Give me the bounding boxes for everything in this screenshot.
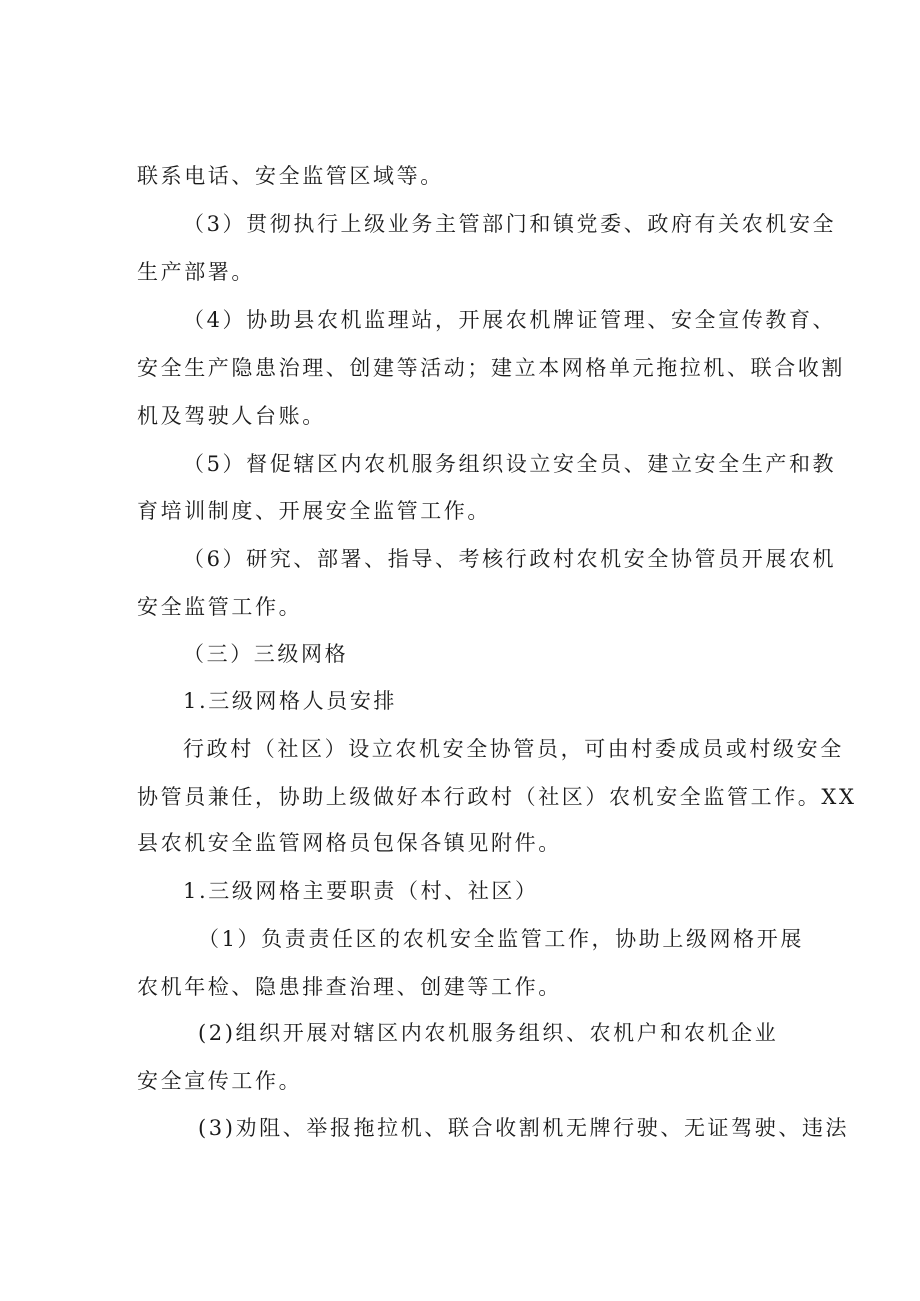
text-line: （6）研究、部署、指导、考核行政村农机安全协管员开展农机 (183, 547, 837, 571)
text-line: 安全监管工作。 (137, 595, 303, 619)
text-line: （3）贯彻执行上级业务主管部门和镇党委、政府有关农机安全 (183, 212, 837, 236)
text-line: (2)组织开展对辖区内农机服务组织、农机户和农机企业 (198, 1021, 779, 1045)
text-line: 育培训制度、开展安全监管工作。 (137, 499, 491, 523)
subsection-heading: 1.三级网格主要职责（村、社区） (183, 879, 539, 903)
text-line: 机及驾驶人台账。 (137, 404, 326, 428)
section-heading: （三）三级网格 (183, 642, 349, 666)
text-line: (3)劝阻、举报拖拉机、联合收割机无牌行驶、无证驾驶、违法 (198, 1116, 850, 1140)
text-line: 生产部署。 (137, 260, 255, 284)
text-line: 安全宣传工作。 (137, 1069, 303, 1093)
text-line: （1）负责责任区的农机安全监管工作，协助上级网格开展 (198, 927, 804, 951)
text-line: 行政村（社区）设立农机安全协管员，可由村委成员或村级安全 (183, 737, 844, 761)
text-line: （4）协助县农机监理站，开展农机牌证管理、安全宣传教育、 (183, 308, 837, 332)
subsection-heading: 1.三级网格人员安排 (183, 689, 398, 713)
text-line: 农机年检、隐患排查治理、创建等工作。 (137, 975, 562, 999)
text-line: 联系电话、安全监管区域等。 (137, 164, 444, 188)
text-line: 协管员兼任，协助上级做好本行政村（社区）农机安全监管工作。XX (137, 785, 857, 809)
text-line: 县农机安全监管网格员包保各镇见附件。 (137, 831, 562, 855)
text-line: （5）督促辖区内农机服务组织设立安全员、建立安全生产和教 (183, 452, 837, 476)
text-line: 安全生产隐患治理、创建等活动；建立本网格单元拖拉机、联合收割 (137, 356, 845, 380)
